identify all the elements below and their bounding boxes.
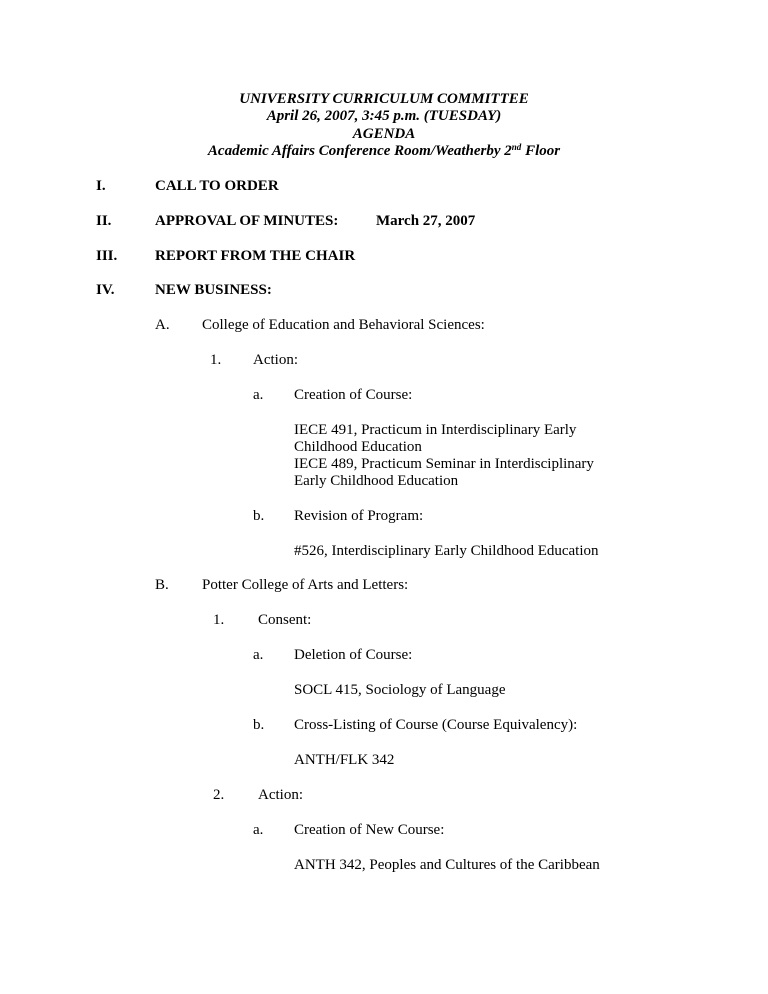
minutes-date: March 27, 2007 xyxy=(376,213,476,229)
section-title-report-from-chair: REPORT FROM THE CHAIR xyxy=(155,248,356,264)
college-name-education: College of Education and Behavioral Sciences: xyxy=(202,317,485,333)
item-label-action: Action: xyxy=(258,787,303,803)
subitem-letter: b. xyxy=(253,717,265,733)
subitem-label-cross-listing: Cross-Listing of Course (Course Equivalency): xyxy=(294,717,578,733)
item-number: 1. xyxy=(213,612,225,628)
subitem-letter: a. xyxy=(253,822,264,838)
course-detail-line: ANTH 342, Peoples and Cultures of the Caribbean xyxy=(294,857,600,873)
location-ordinal: nd xyxy=(511,142,522,152)
location-prefix: Academic Affairs Conference Room/Weatherby 2 xyxy=(207,143,512,159)
subitem-label-revision-of-program: Revision of Program: xyxy=(294,508,424,524)
program-detail: #526, Interdisciplinary Early Childhood Education xyxy=(294,543,599,559)
subitem-letter: b. xyxy=(253,508,265,524)
section-title-approval-of-minutes: APPROVAL OF MINUTES: xyxy=(155,213,339,229)
item-number: 1. xyxy=(210,352,222,368)
section-numeral: I. xyxy=(96,178,106,194)
location-suffix: Floor xyxy=(521,143,561,159)
agenda-heading: AGENDA xyxy=(352,126,416,142)
college-name-potter: Potter College of Arts and Letters: xyxy=(202,577,409,593)
subitem-label-creation-of-course: Creation of Course: xyxy=(294,387,413,403)
item-label-consent: Consent: xyxy=(258,612,312,628)
section-title-new-business: NEW BUSINESS: xyxy=(155,282,272,298)
course-detail-line: SOCL 415, Sociology of Language xyxy=(294,682,506,698)
item-number: 2. xyxy=(213,787,225,803)
course-detail-line: ANTH/FLK 342 xyxy=(294,752,395,768)
subitem-label-creation-of-new-course: Creation of New Course: xyxy=(294,822,445,838)
course-detail-line: IECE 491, Practicum in Interdisciplinary Early xyxy=(294,422,577,438)
subitem-letter: a. xyxy=(253,387,264,403)
subitem-letter: a. xyxy=(253,647,264,663)
section-numeral: II. xyxy=(96,213,112,229)
section-numeral: III. xyxy=(96,248,118,264)
college-letter: A. xyxy=(155,317,170,333)
committee-title: UNIVERSITY CURRICULUM COMMITTEE xyxy=(239,91,529,107)
course-detail-line: IECE 489, Practicum Seminar in Interdisciplinary xyxy=(294,456,594,472)
item-label-action: Action: xyxy=(253,352,298,368)
meeting-datetime: April 26, 2007, 3:45 p.m. (TUESDAY) xyxy=(266,108,502,124)
college-letter: B. xyxy=(155,577,169,593)
subitem-label-deletion-of-course: Deletion of Course: xyxy=(294,647,413,663)
meeting-location xyxy=(0,143,768,160)
section-title-call-to-order: CALL TO ORDER xyxy=(155,178,279,194)
course-detail-line: Early Childhood Education xyxy=(294,473,459,489)
course-detail-line: Childhood Education xyxy=(294,439,422,455)
section-numeral: IV. xyxy=(96,282,115,298)
